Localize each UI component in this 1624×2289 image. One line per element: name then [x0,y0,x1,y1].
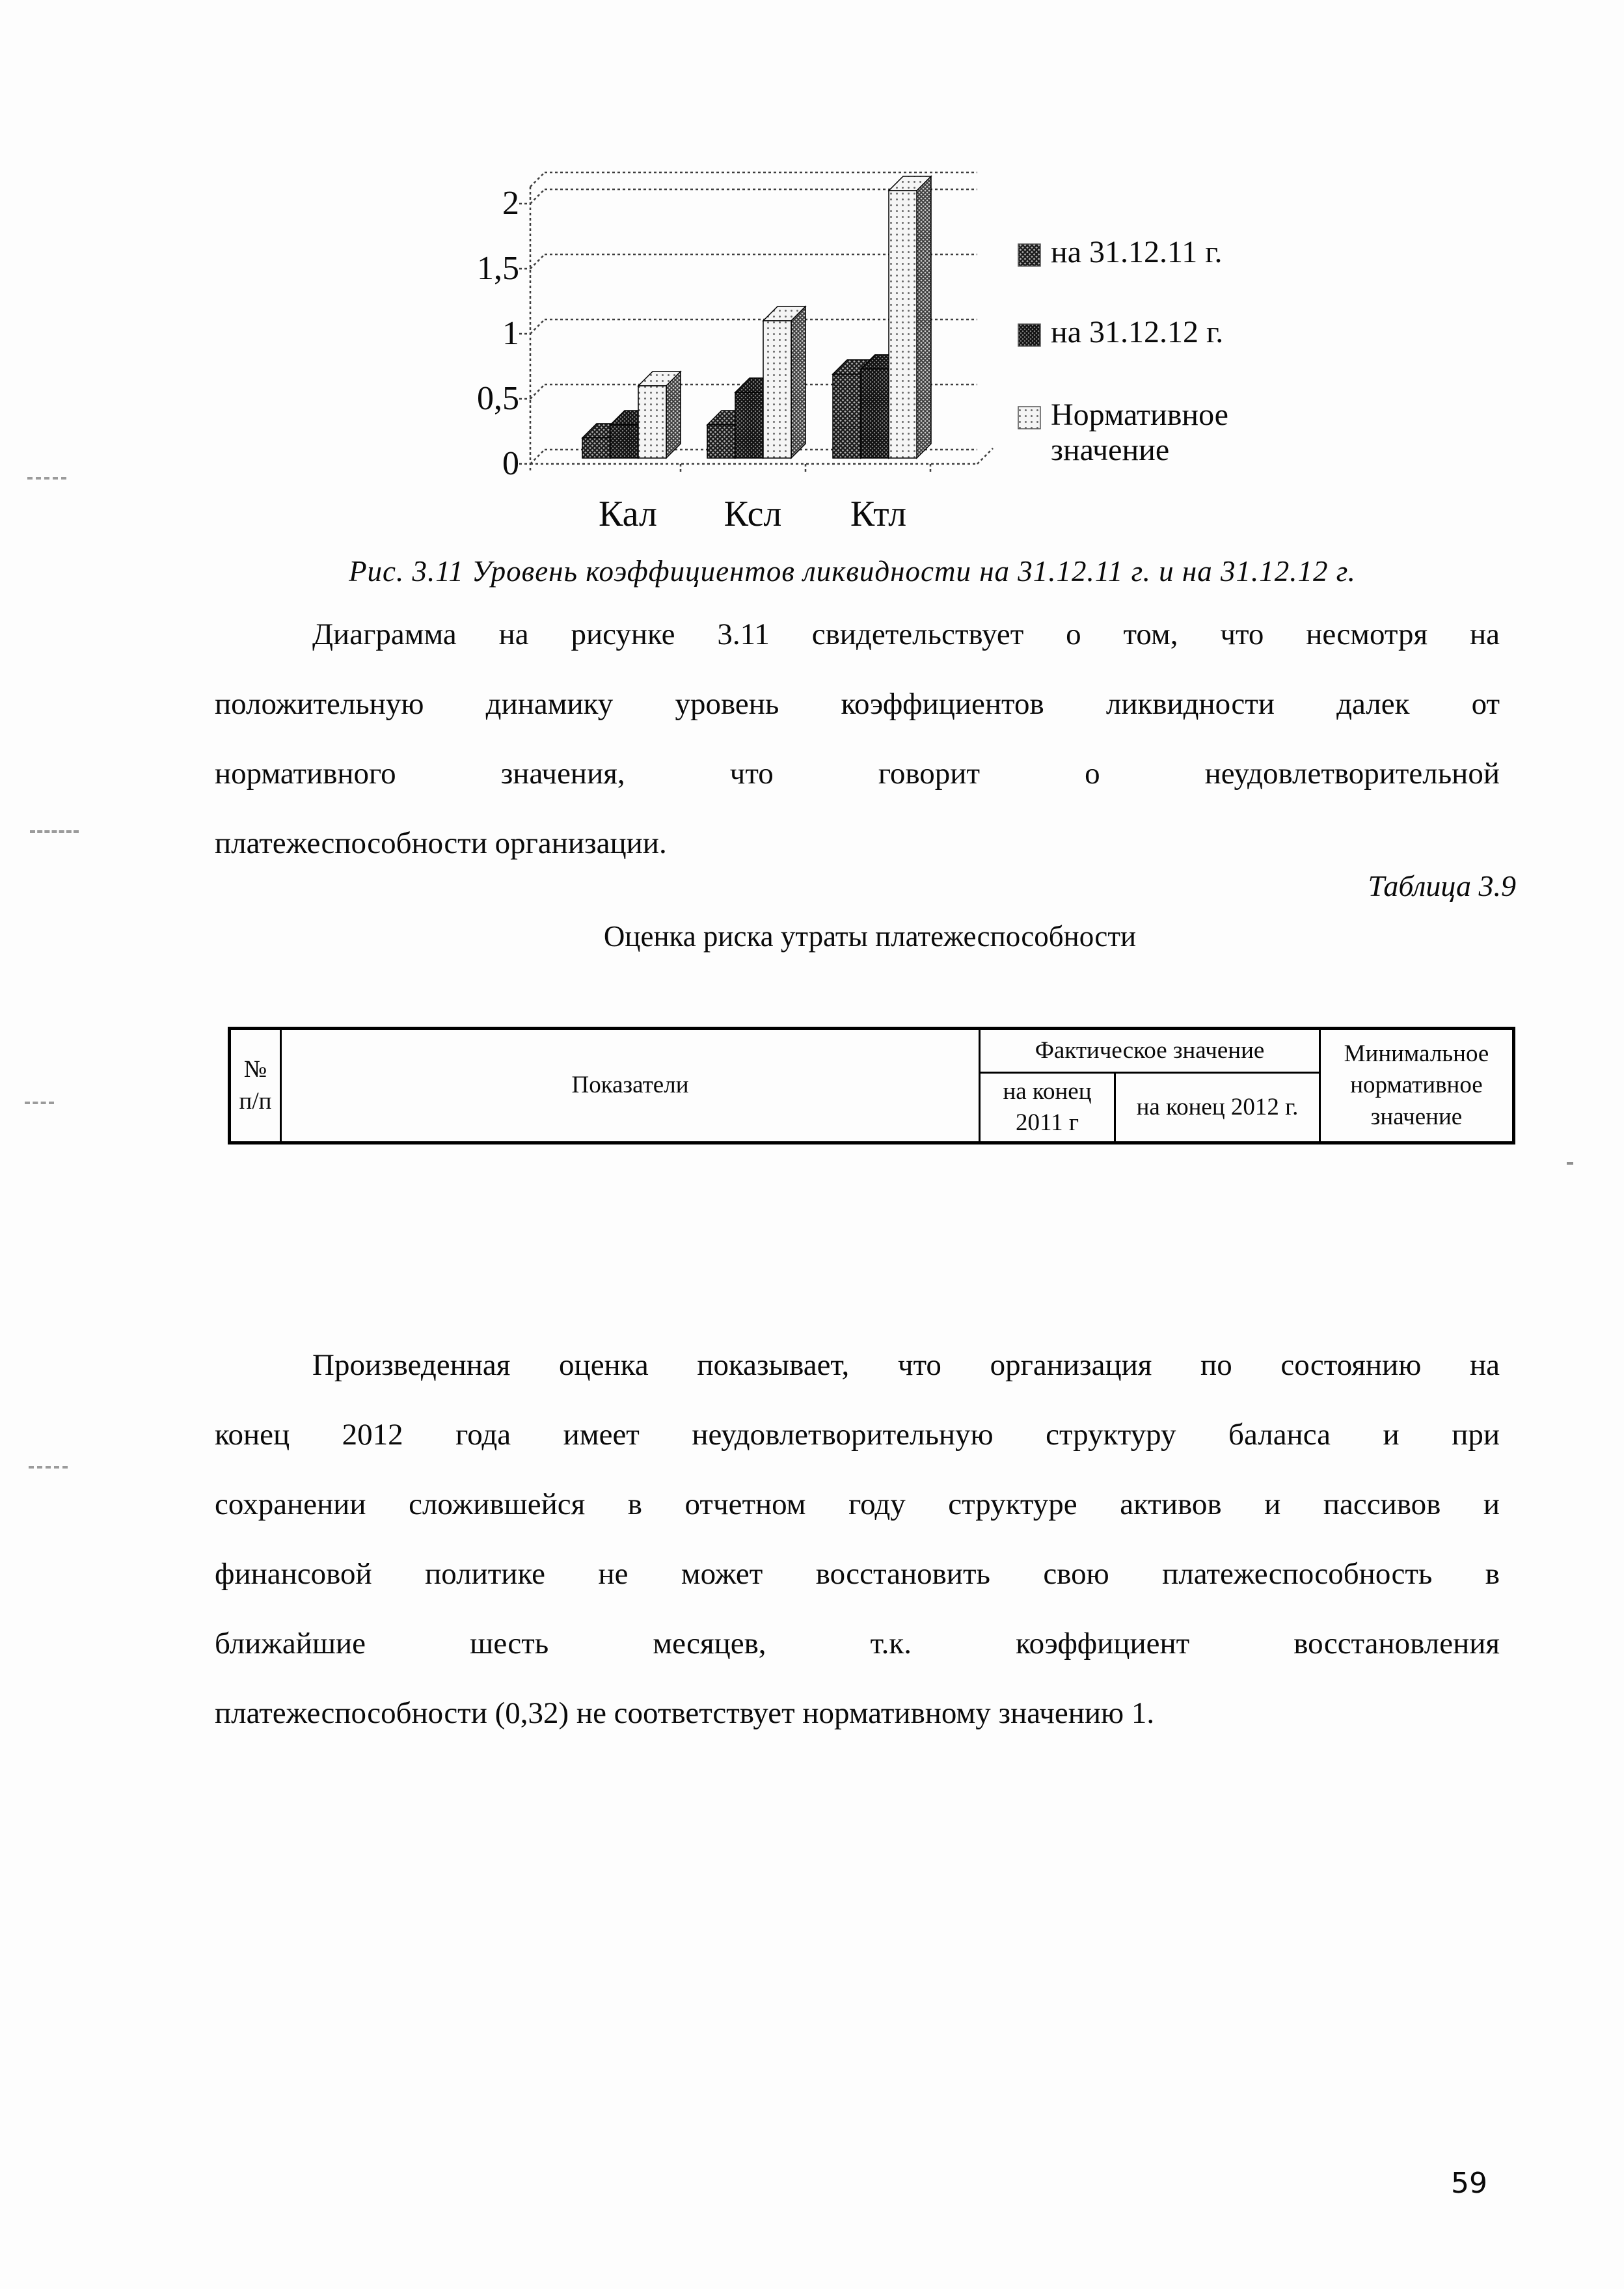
text-line: Диаграмма на рисунке 3.11 свидетельствует о том, что несмотря на [312,617,1500,651]
bar-group-Кал [582,372,681,534]
svg-text:2: 2 [502,185,519,222]
header-indicators: Показатели [281,1029,980,1143]
text-line: ближайшие шесть месяцев, т.к. коэффициент восстановления [215,1627,1500,1660]
category-label: Кал [599,494,657,534]
bar [889,191,917,458]
risk-assessment-table [228,1027,1515,1144]
liquidity-coefficients-bar-chart [449,150,1399,547]
legend-marker [1018,324,1040,346]
chart-legend [1018,235,1228,467]
svg-text:0: 0 [502,445,519,482]
legend-label: на 31.12.11 г. [1051,235,1223,269]
category-label: Ктл [850,494,907,534]
category-label: Ксл [724,494,782,534]
scan-artifact [25,1102,54,1104]
svg-text:1,5: 1,5 [477,250,519,287]
bar [610,425,638,458]
text-line: нормативного значения, что говорит о неудовлетворительной [215,757,1500,791]
bar [638,386,666,458]
table-title: Оценка риска утраты платежеспособности [603,920,1137,953]
scan-artifact [27,477,66,480]
bar [861,369,889,458]
bar [707,425,735,458]
header-num [230,1029,281,1143]
header-num-line2: п/п [239,1087,272,1115]
legend-label: на 31.12.12 г. [1051,315,1224,349]
scan-artifact [30,830,79,833]
header-actual-group: Фактическое значение [980,1029,1320,1073]
header-min-norm: Минимальное нормативное значение [1320,1029,1514,1143]
scan-artifact [1567,1162,1573,1165]
header-num-line1: № [243,1056,267,1083]
text-line: конец 2012 года имеет неудовлетворительную структуру баланса и при [215,1418,1500,1452]
text-line: Произведенная оценка показывает, что организация по состоянию на [312,1348,1500,1382]
text-line: положительную динамику уровень коэффициентов ликвидности далек от [215,687,1500,721]
paragraph-diagram-analysis [215,600,1500,878]
svg-text:1: 1 [502,315,519,352]
bar [582,438,610,458]
table-number-label: Таблица 3.9 [1368,869,1516,902]
bar [833,374,861,458]
legend-label: Нормативное [1051,398,1228,432]
legend-label: значение [1051,433,1170,467]
bar-side [791,306,805,458]
bar-side [917,176,931,458]
bar [735,392,763,458]
text-line: сохранении сложившейся в отчетном году структуре активов и пассивов и [215,1487,1500,1521]
header-col-2011: на конец 2011 г [980,1073,1115,1143]
svg-text:0,5: 0,5 [477,380,519,417]
header-col-2012: на конец 2012 г. [1115,1073,1320,1143]
bar-side [666,372,681,458]
text-line: платежеспособности организации. [215,826,667,860]
scan-artifact [29,1466,68,1469]
bar [763,321,791,458]
text-line: платежеспособности (0,32) не соответствует нормативному значению 1. [215,1696,1155,1730]
legend-marker [1018,244,1040,266]
y-axis-tick-labels [477,185,519,482]
legend-marker [1018,407,1040,429]
bar-group-Ксл [707,306,805,534]
page-number: 59 [1451,2167,1487,2200]
figure-caption: Рис. 3.11 Уровень коэффициентов ликвидности на 31.12.11 г. и на 31.12.12 г. [349,555,1356,588]
paragraph-conclusion [215,1331,1500,1748]
bar-group-Ктл [833,176,931,534]
text-line: финансовой политике не может восстановить свою платежеспособность в [215,1557,1500,1591]
